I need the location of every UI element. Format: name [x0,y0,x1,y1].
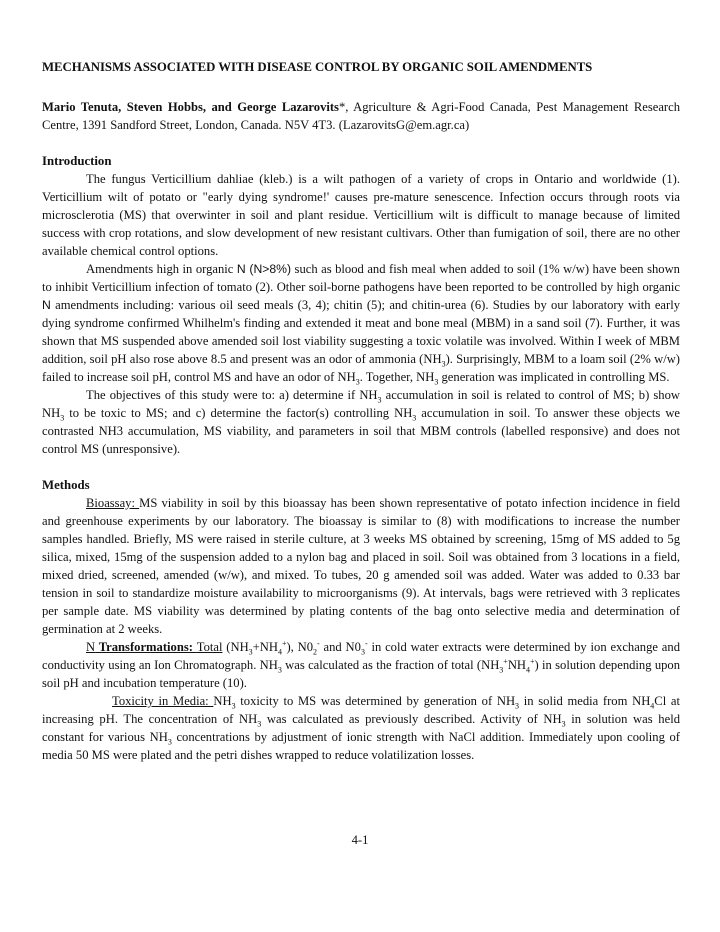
bioassay-paragraph: Bioassay: MS viability in soil by this bioassay has been shown representative of potato infection incidence in field and greenhouse experiments by our laboratory. The bioassay is similar to (8) with modifications to increase the number samples handled. Briefly, MS were raised in sterile culture, at 3 weeks MS obtained by screening, 15mg of MS added to 5g silica, mixed, 15mg of the suspension added to a nylon bag and placed in soil. Soil was obtained from 3 locations in a field, mixed dried, screened, amended (w/w), and mixed. To tubes, 20 g amended soil was added. Water was added to 0.33 bar tension in soil to standardize moisture availability to microorganisms (9). At intervals, bags were retrieved with 3 replicates per sample date. MS viability was determined by plating contents of the bag onto selective media and determination of germination at 2 weeks. [42,496,680,636]
n-transformations-paragraph: N Transformations: Total $(NH_3+NH_4^+)$, $N0_2^-$ and $N0_3^-$ in cold water extracts were determined by ion exchange and conductivity using an Ion Chromatograph. $NH_3$ was calculated as the fraction of total $(NH_3^+NH_4^+)$ in solution depending upon soil pH and incubation temperature (10). [42,638,681,690]
document-page [42,58,680,764]
toxicity-label: Toxicity in Media: [112,694,214,708]
methods-heading: Methods [42,478,90,492]
author-star: * [338,100,346,114]
author-block [42,98,680,134]
n-transformations-label: N Transformations: Total [86,640,223,654]
author-names: Mario Tenuta, Steven Hobbs, and George Lazarovits [42,100,339,114]
intro-paragraph-1: The fungus Verticillium dahliae (kleb.) is a wilt pathogen of a variety of crops in Ontario and worldwide (1). Verticillium wilt of potato or "early dying syndrome!' causes pre-mature senescence. Infection occurs through roots via microsclerotia (MS) that overwinter in soil and plant residue. Verticillium wilt is difficult to manage because of limited success with crop rotations, and slow development of new resistant cultivars. Other than fumigation of soil, there are no other available chemical control options. [42,172,680,258]
paper-title: MECHANISMS ASSOCIATED WITH DISEASE CONTROL BY ORGANIC SOIL AMENDMENTS [42,60,593,74]
bioassay-label: Bioassay: [86,496,140,510]
toxicity-paragraph: Toxicity in Media: $NH_3$ toxicity to MS was determined by generation of $NH_3$ in solid media from $NH_4Cl$ at increasing pH. The concentration of $NH_3$ was calculated as previously described. Activity of $NH_3$ in solution was held constant for various $NH_3$ concentrations by adjustment of ionic strength with NaCl addition. Immediately upon cooling of media 50 MS were plated and the petri dishes wrapped to reduce volatilization losses. [42,694,680,762]
intro-paragraph-2: Amendments high in organic N (N>8%) such as blood and fish meal when added to soil (1% w/w) have been shown to inhibit Verticillium infection of tomato (2). Other soil-borne pathogens have been reported to be controlled by high organic N amendments including: various oil seed meals (3, 4); chitin (5); and chitin-urea (6). Studies by our laboratory with early dying syndrome confirmed Whilhelm's finding and extended it meat and bone meal (MBM) in a sand soil (7). Further, it was shown that MS suspended above amended soil lost viability suggesting a toxic volatile was involved. Within I week of MBM addition, soil pH also rose above 8.5 and present was an odor of ammonia $(NH_3)$. Surprisingly, MBM to a loam soil (2% w/w) failed to increase soil pH, control MS and have an odor of $NH_3$. Together, $NH_3$ generation was implicated in controlling MS. [42,262,680,387]
introduction-heading: Introduction [42,154,112,168]
page-number: 4-1 [351,833,369,847]
intro-paragraph-3: The objectives of this study were to: a) determine if $NH_3$ accumulation in soil is related to control of MS; b) show $NH_3$ to be toxic to MS; and c) determine the factor(s) controlling $NH_3$ accumulation in soil. To answer these objects we contrasted NH3 accumulation, MS viability, and parameters in soil that MBM controls (labelled responsive) and does not control MS (unresponsive). [42,388,681,456]
section-gap [42,458,680,476]
affiliation: , Agriculture & Agri-Food Canada, Pest Management Research Centre, 1391 Sandford Street, London, Canada. N5V 4T3. (LazarovitsG@em.agr.ca) [42,100,680,132]
